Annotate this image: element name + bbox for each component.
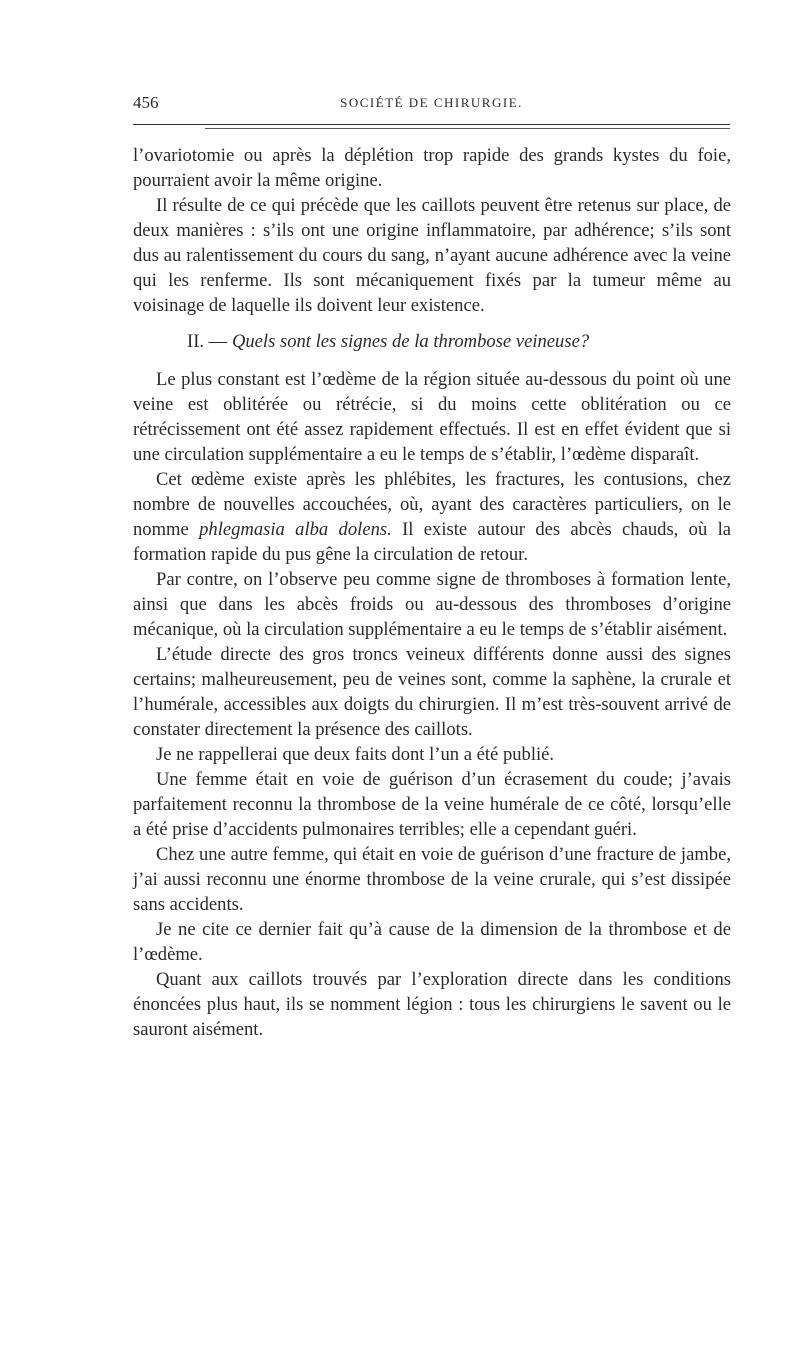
paragraph: Quant aux caillots trouvés par l’exploration directe dans les conditions énoncées plus haut, ils se nomment légion : tous les chirurgiens le savent ou le sauront aisément. [133,969,731,1040]
section-title: Quels sont les signes de la thrombose veineuse? [231,331,590,352]
paragraph: Chez une autre femme, qui était en voie de guérison d’une fracture de jambe, j’ai aussi reconnu une énorme thrombose de la veine crurale, qui s’est dissipée sans accidents. [133,844,731,915]
paragraph: Je ne rappellerai que deux faits dont l’un a été publié. [156,744,555,765]
running-title: SOCIÉTÉ DE CHIRURGIE. [340,95,523,110]
paragraph-continued: l’ovariotomie ou après la déplétion trop rapide des grands kystes du foie, pourraient avoir la même origine. [133,145,731,191]
section-heading [133,329,731,354]
paragraph: Par contre, on l’observe peu comme signe de thromboses à formation lente, ainsi que dans les abcès froids ou au-dessous des thromboses d’origine mécanique, où la circulation supplémentaire a eu le temps de s’établir aisément. [133,569,731,640]
page-body [133,143,731,1042]
paragraph: Je ne cite ce dernier fait qu’à cause de la dimension de la thrombose et de l’œdème. [133,919,731,965]
paragraph: Une femme était en voie de guérison d’un écrasement du coude; j’avais parfaitement reconnu la thrombose de la veine humérale de ce côté, lorsqu’elle a été prise d’accidents pulmonaires terribles; elle a cependant guéri. [133,769,731,840]
page-number: 456 [133,93,159,112]
header-rule-secondary [205,128,730,129]
paragraph: Le plus constant est l’œdème de la région située au-dessous du point où une veine est oblitérée ou rétrécie, si du moins cette oblitération ou ce rétrécissement ont été assez rapidement effectués. Il est en effet évident que si une circulation supplémentaire a eu le temps de s’établir, l’œdème disparaît. [133,369,731,465]
paragraph: Il résulte de ce qui précède que les caillots peuvent être retenus sur place, de deux manières : s’ils ont une origine inflammatoire, par adhérence; s’ils sont dus au ralentissement du cours du sang, n’ayant aucune adhérence avec la veine qui les renferme. Ils sont mécaniquement fixés par la tumeur même au voisinage de laquelle ils doivent leur existence. [133,195,731,316]
header-rule [133,124,730,125]
section-number: II. — [187,331,232,352]
page-header [133,93,730,113]
paragraph [133,467,731,567]
latin-term: phlegmasia alba dolens. [199,519,392,540]
paragraph-text: Il existe autour des abcès chauds, où la formation rapide du pus gêne la circulation de retour. [133,519,732,565]
paragraph: L’étude directe des gros troncs veineux différents donne aussi des signes certains; malheureusement, peu de veines sont, comme la saphène, la crurale et l’humérale, accessibles aux doigts du chirurgien. Il m’est très-souvent arrivé de constater directement la présence des caillots. [133,644,731,740]
paragraph-text: Cet œdème existe après les phlébites, les fractures, les contusions, chez nombre de nouvelles accouchées, où, ayant des caractères particuliers, on le nomme [133,469,731,540]
